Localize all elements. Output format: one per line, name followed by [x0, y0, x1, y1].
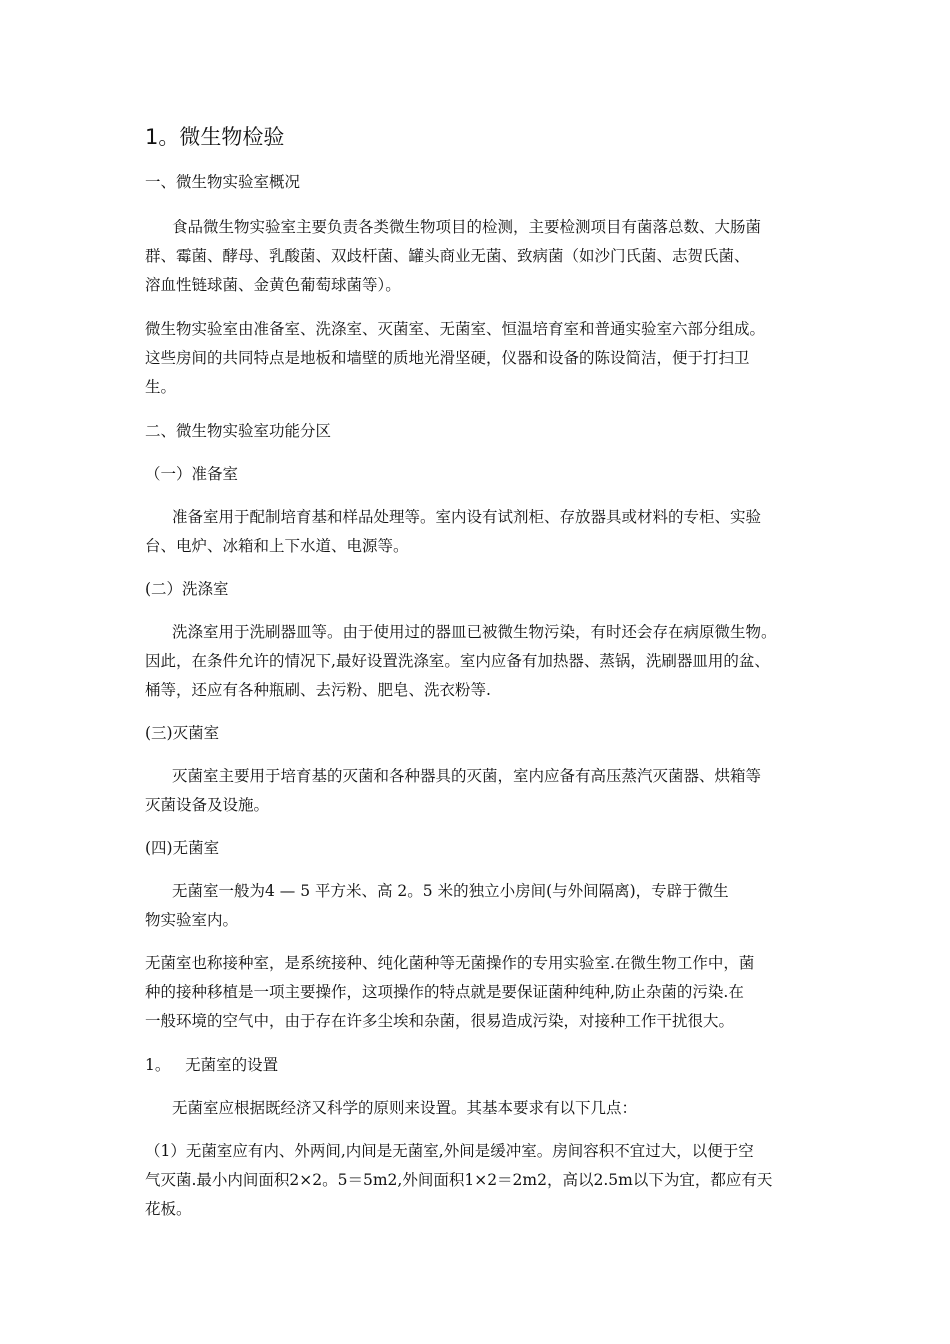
paragraph-line: 一般环境的空气中，由于存在许多尘埃和杂菌，很易造成污染，对接种工作干扰很大。	[145, 1012, 735, 1030]
paragraph-line: 食品微生物实验室主要负责各类微生物项目的检测，主要检测项目有菌落总数、大肠菌	[172, 218, 762, 236]
paragraph-line: 物实验室内。	[145, 911, 239, 929]
paragraph-line: 无菌室也称接种室，是系统接种、纯化菌种等无菌操作的专用实验室.在微生物工作中，菌	[145, 954, 755, 972]
paragraph-line: 花板。	[145, 1200, 192, 1218]
paragraph-line: 无菌室应根据既经济又科学的原则来设置。其基本要求有以下几点：	[172, 1099, 638, 1117]
subsection-heading: （一）准备室	[145, 465, 239, 483]
paragraph-line: 溶血性链球菌、金黄色葡萄球菌等）。	[145, 276, 401, 294]
paragraph-line: 微生物实验室由准备室、洗涤室、灭菌室、无菌室、恒温培育室和普通实验室六部分组成。	[145, 320, 766, 338]
subsection-heading: (四)无菌室	[145, 839, 220, 857]
subsection-heading: (三)灭菌室	[145, 724, 220, 742]
paragraph-line: 洗涤室用于洗刷器皿等。由于使用过的器皿已被微生物污染，有时还会存在病原微生物。	[172, 623, 777, 641]
paragraph-line: 群、霉菌、酵母、乳酸菌、双歧杆菌、罐头商业无菌、致病菌（如沙门氏菌、志贺氏菌、	[145, 247, 750, 265]
paragraph-line: （1）无菌室应有内、外两间,内间是无菌室,外间是缓冲室。房间容积不宜过大，以便于空	[145, 1142, 754, 1160]
paragraph-line: 台、电炉、冰箱和上下水道、电源等。	[145, 537, 409, 555]
paragraph-line: 灭菌室主要用于培育基的灭菌和各种器具的灭菌，室内应备有高压蒸汽灭菌器、烘箱等	[172, 767, 762, 785]
document-title: 1。微生物检验	[145, 125, 285, 149]
paragraph-line: 无菌室一般为4 — 5 平方米、高 2。5 米的独立小房间(与外间隔离)，专辟于微生	[172, 882, 729, 900]
subsection-heading: 1。 无菌室的设置	[145, 1056, 279, 1074]
paragraph-line: 灭菌设备及设施。	[145, 796, 270, 814]
section-heading: 二、微生物实验室功能分区	[145, 422, 332, 440]
paragraph-line: 准备室用于配制培育基和样品处理等。室内设有试剂柜、存放器具或材料的专柜、实验	[172, 508, 762, 526]
paragraph-line: 桶等，还应有各种瓶刷、去污粉、肥皂、洗衣粉等.	[145, 681, 491, 699]
paragraph-line: 生。	[145, 378, 177, 396]
section-heading: 一、微生物实验室概况	[145, 173, 301, 191]
paragraph-line: 因此，在条件允许的情况下,最好设置洗涤室。室内应备有加热器、蒸锅，洗刷器皿用的盆、	[145, 652, 770, 670]
paragraph-line: 气灭菌.最小内间面积2×2。5＝5m2,外间面积1×2＝2m2，高以2.5m以下为宜，都应有天	[145, 1171, 773, 1189]
paragraph-line: 这些房间的共同特点是地板和墙壁的质地光滑坚硬，仪器和设备的陈设简洁，便于打扫卫	[145, 349, 750, 367]
subsection-heading: (二）洗涤室	[145, 580, 229, 598]
paragraph-line: 种的接种移植是一项主要操作，这项操作的特点就是要保证菌种纯种,防止杂菌的污染.在	[145, 983, 744, 1001]
